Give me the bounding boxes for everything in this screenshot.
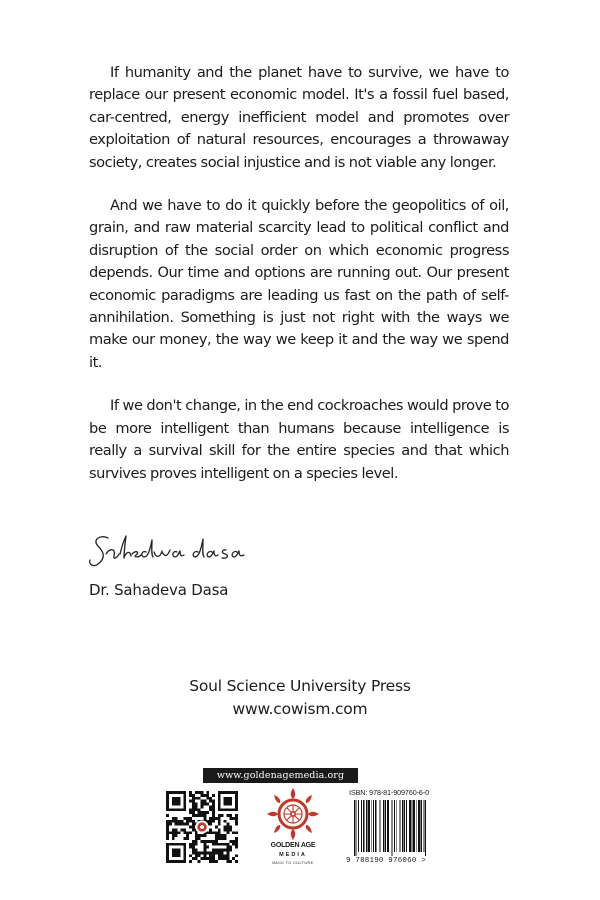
- isbn-block: [346, 787, 462, 873]
- paragraph-3: If we don't change, in the end cockroaches would prove to be more intelligent than humans because intelligence is really a survival skill for the entire species and that which survives proves intelligent on a species level.: [89, 397, 509, 482]
- barcode-number: 9 788190 976060 >: [346, 857, 426, 865]
- publisher-logo: [263, 786, 323, 890]
- logo-media: MEDIA: [279, 852, 307, 858]
- author-name: Dr. Sahadeva Dasa: [89, 581, 229, 599]
- chakra-logo-icon: [263, 786, 323, 842]
- isbn-label: ISBN: 978-81-909760-6-0: [349, 788, 430, 797]
- blurb: [89, 62, 509, 506]
- publisher-website: www.cowism.com: [232, 700, 368, 718]
- logo-name: GOLDEN AGE: [270, 842, 316, 849]
- publisher-name: Soul Science University Press: [189, 677, 411, 695]
- signature-image: [86, 524, 256, 574]
- publisher-block: [0, 675, 600, 721]
- barcode-icon: [354, 800, 454, 856]
- paragraph-2: And we have to do it quickly before the geopolitics of oil, grain, and raw material scarcity lead to political conflict and disruption of the social order on which economic progress depends. Our time and options are running out. Our present economic paradigms are leading us fast on the path of self-annihilation. Something is just not right with the ways we make our money, the way we keep it and the way we spend it.: [89, 197, 509, 371]
- website-banner: www.goldenagemedia.org: [203, 768, 358, 783]
- paragraph-1: If humanity and the planet have to survive, we have to replace our present economic model. It's a fossil fuel based, car-centred, energy inefficient model and promotes over exploitation of natural resources, encourages a throwaway society, creates social injustice and is not viable any longer.: [89, 64, 509, 171]
- logo-tagline: BACK TO CULTURE: [272, 861, 314, 865]
- qr-code-icon: [166, 791, 238, 863]
